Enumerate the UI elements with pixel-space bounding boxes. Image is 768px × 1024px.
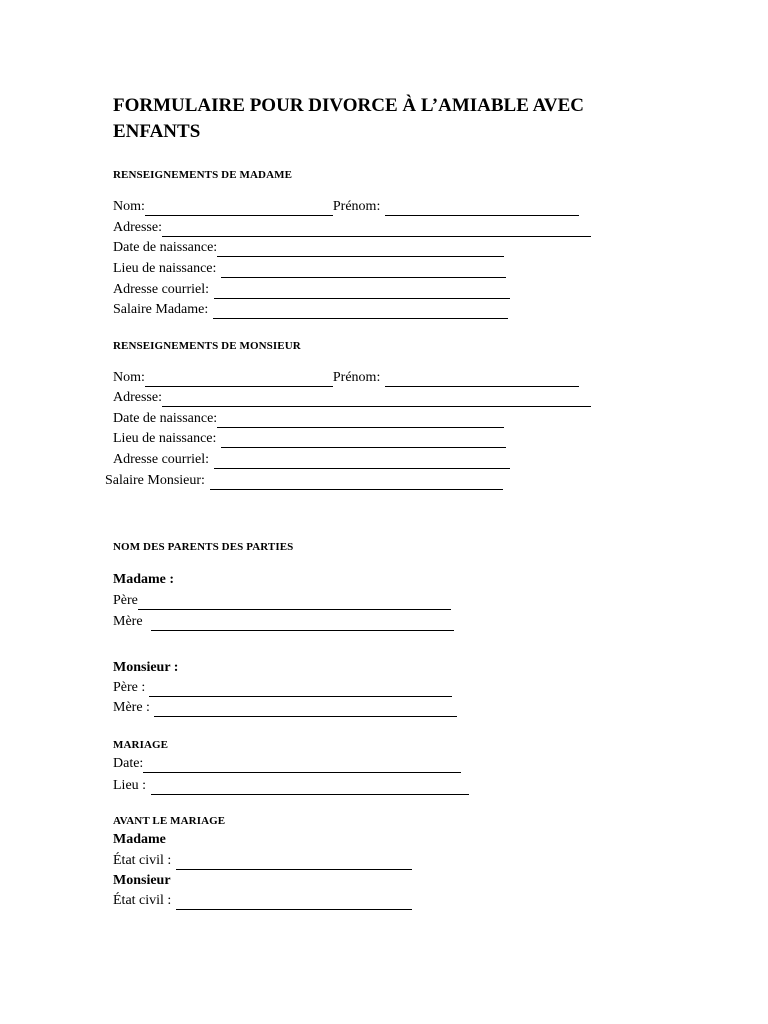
madame-courriel-field[interactable]	[214, 284, 510, 299]
madame-adresse-field[interactable]	[162, 222, 591, 237]
madame-mere-label: Mère	[113, 614, 143, 629]
monsieur-adresse-field[interactable]	[162, 392, 591, 407]
mariage-lieu-row	[113, 777, 469, 795]
monsieur-salaire-field[interactable]	[210, 475, 503, 490]
monsieur-nom-row	[113, 369, 579, 387]
madame-adresse-label: Adresse:	[113, 220, 162, 235]
monsieur-courriel-field[interactable]	[214, 454, 510, 469]
madame-salaire-label: Salaire Madame:	[113, 302, 209, 317]
document-title: FORMULAIRE POUR DIVORCE À L’AMIABLE AVEC ENFANTS	[113, 95, 584, 142]
monsieur-etat-civil-label: État civil :	[113, 893, 172, 908]
monsieur-etat-civil-field[interactable]	[176, 895, 412, 910]
monsieur-nom-label: Nom:	[113, 370, 145, 385]
monsieur-pere-label: Père :	[113, 680, 146, 695]
monsieur-pere-row	[113, 679, 452, 697]
madame-date-naissance-field[interactable]	[217, 242, 504, 257]
section-heading-avant-mariage: AVANT LE MARIAGE	[113, 815, 226, 827]
mariage-date-field[interactable]	[143, 758, 461, 773]
monsieur-date-naissance-row	[113, 410, 504, 428]
monsieur-adresse-row	[113, 389, 591, 407]
madame-mere-row	[113, 613, 454, 631]
monsieur-lieu-naissance-label: Lieu de naissance:	[113, 431, 217, 446]
monsieur-adresse-label: Adresse:	[113, 390, 162, 405]
madame-etat-civil-field[interactable]	[176, 855, 412, 870]
madame-prenom-label: Prénom:	[332, 199, 381, 214]
monsieur-pere-field[interactable]	[149, 682, 452, 697]
madame-salaire-row	[113, 301, 508, 319]
madame-prenom-field[interactable]	[385, 201, 579, 216]
madame-pere-row	[113, 592, 451, 610]
parents-madame-heading: Madame :	[113, 572, 175, 587]
monsieur-salaire-row	[105, 472, 503, 490]
monsieur-courriel-label: Adresse courriel:	[113, 452, 210, 467]
monsieur-lieu-naissance-row	[113, 430, 506, 448]
parents-monsieur-heading: Monsieur :	[113, 660, 179, 675]
monsieur-prenom-field[interactable]	[385, 372, 579, 387]
madame-etat-civil-label: État civil :	[113, 853, 172, 868]
monsieur-mere-field[interactable]	[154, 702, 457, 717]
monsieur-nom-field[interactable]	[145, 372, 333, 387]
madame-pere-field[interactable]	[138, 595, 451, 610]
monsieur-lieu-naissance-field[interactable]	[221, 433, 506, 448]
madame-salaire-field[interactable]	[213, 304, 508, 319]
avant-madame-heading: Madame	[113, 832, 166, 847]
madame-lieu-naissance-row	[113, 260, 506, 278]
mariage-lieu-field[interactable]	[151, 780, 469, 795]
madame-date-naissance-label: Date de naissance:	[113, 240, 218, 255]
madame-pere-label: Père	[113, 593, 138, 608]
madame-date-naissance-row	[113, 239, 504, 257]
madame-adresse-row	[113, 219, 591, 237]
section-heading-madame: RENSEIGNEMENTS DE MADAME	[113, 169, 293, 181]
mariage-date-row	[113, 755, 461, 773]
section-heading-parents: NOM DES PARENTS DES PARTIES	[113, 541, 294, 553]
monsieur-prenom-label: Prénom:	[332, 370, 381, 385]
section-heading-monsieur: RENSEIGNEMENTS DE MONSIEUR	[113, 340, 301, 352]
madame-courriel-row	[113, 281, 510, 299]
madame-nom-field[interactable]	[145, 201, 333, 216]
monsieur-courriel-row	[113, 451, 510, 469]
monsieur-date-naissance-field[interactable]	[217, 413, 504, 428]
monsieur-salaire-label: Salaire Monsieur:	[105, 473, 205, 488]
mariage-date-label: Date:	[113, 756, 144, 771]
madame-etat-civil-row	[113, 852, 412, 870]
madame-nom-row	[113, 198, 579, 216]
monsieur-mere-label: Mère :	[113, 700, 150, 715]
avant-monsieur-heading: Monsieur	[113, 873, 171, 888]
madame-nom-label: Nom:	[113, 199, 145, 214]
madame-lieu-naissance-field[interactable]	[221, 263, 506, 278]
mariage-lieu-label: Lieu :	[113, 778, 147, 793]
madame-mere-field[interactable]	[151, 616, 454, 631]
monsieur-date-naissance-label: Date de naissance:	[113, 411, 218, 426]
madame-lieu-naissance-label: Lieu de naissance:	[113, 261, 217, 276]
monsieur-mere-row	[113, 699, 457, 717]
madame-courriel-label: Adresse courriel:	[113, 282, 210, 297]
monsieur-etat-civil-row	[113, 892, 412, 910]
section-heading-mariage: MARIAGE	[113, 739, 169, 751]
